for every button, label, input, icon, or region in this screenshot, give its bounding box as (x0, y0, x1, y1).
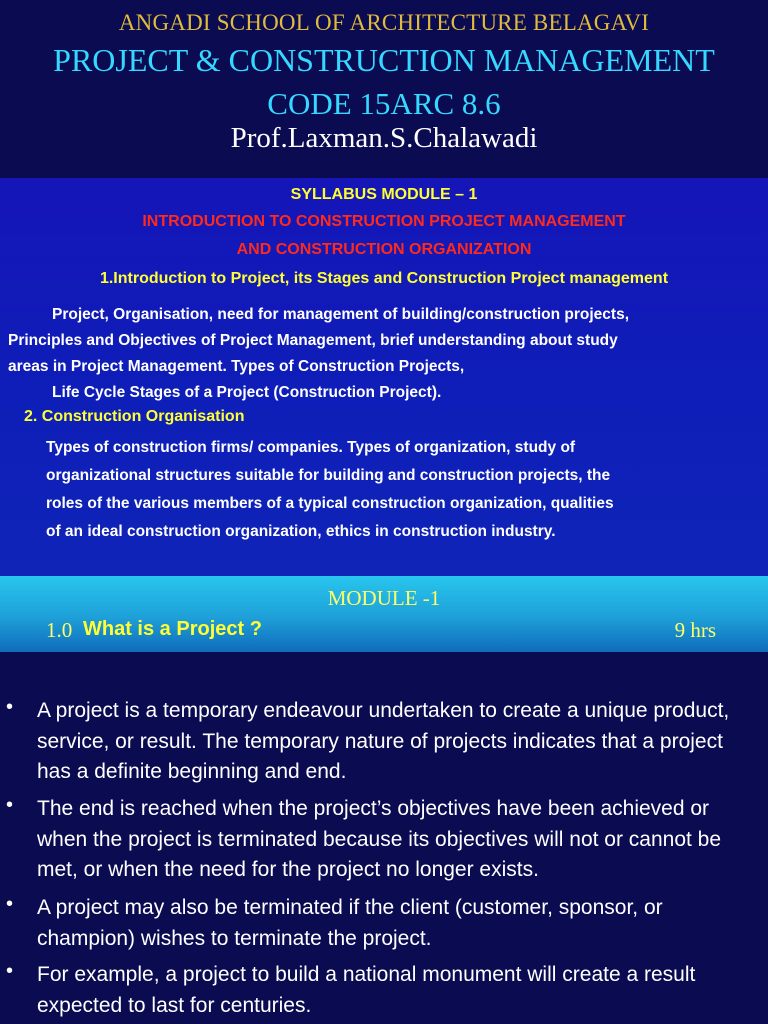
syllabus-heading-line2: AND CONSTRUCTION ORGANIZATION (236, 241, 532, 258)
bullet-text: The end is reached when the project’s objectives have been achieved or when the project is terminated because its objectives will not or cannot be met, or when the need for the project no longer exists. (37, 797, 722, 881)
module-topic-number: 1.0 (46, 618, 73, 642)
bullet-text: For example, a project to build a national monument will create a result expected to last for centuries. (37, 963, 696, 1017)
section2-line: organizational structures suitable for building and construction projects, the (46, 467, 611, 484)
syllabus-title: SYLLABUS MODULE – 1 (290, 186, 478, 203)
module-topic-question: What is a Project ? (83, 618, 262, 640)
section1-body (8, 302, 760, 406)
section1-line: Project, Organisation, need for management of building/construction projects, (52, 306, 630, 323)
section2-line: Types of construction firms/ companies. Types of organization, study of (46, 439, 576, 456)
syllabus-section (0, 178, 768, 576)
section2-body (46, 434, 756, 546)
bullet-icon: • (6, 960, 14, 982)
syllabus-heading-line1: INTRODUCTION TO CONSTRUCTION PROJECT MANAGEMENT (142, 213, 626, 230)
course-code: CODE 15ARC 8.6 (267, 86, 501, 121)
bullet-icon: • (6, 794, 14, 816)
section2-line: roles of the various members of a typical construction organization, qualities (46, 495, 614, 512)
section1-line: Life Cycle Stages of a Project (Construction Project). (52, 384, 442, 401)
professor-name: Prof.Laxman.S.Chalawadi (230, 122, 538, 154)
module-band (0, 576, 768, 652)
section1-line: areas in Project Management. Types of Construction Projects, (8, 358, 465, 375)
section2-title: 2. Construction Organisation (24, 408, 245, 425)
header-band (0, 0, 768, 178)
bullet-text: A project may also be terminated if the client (customer, sponsor, or champion) wishes to terminate the project. (37, 896, 663, 950)
module-title: MODULE -1 (327, 586, 441, 610)
section1-title: 1.Introduction to Project, its Stages and Construction Project management (99, 270, 669, 287)
bullet-icon: • (6, 893, 14, 915)
bullet-text: A project is a temporary endeavour undertaken to create a unique product, service, or result. The temporary nature of projects indicates that a project has a definite beginning and end. (37, 699, 730, 783)
bullet-list (0, 652, 768, 1024)
bullet-icon: • (6, 696, 14, 718)
section2-line: of an ideal construction organization, ethics in construction industry. (46, 523, 556, 540)
section1-line: Principles and Objectives of Project Management, brief understanding about study (8, 332, 618, 349)
school-name: ANGADI SCHOOL OF ARCHITECTURE BELAGAVI (118, 10, 650, 35)
module-hours: 9 hrs (674, 618, 716, 642)
course-title: PROJECT & CONSTRUCTION MANAGEMENT (53, 42, 715, 78)
